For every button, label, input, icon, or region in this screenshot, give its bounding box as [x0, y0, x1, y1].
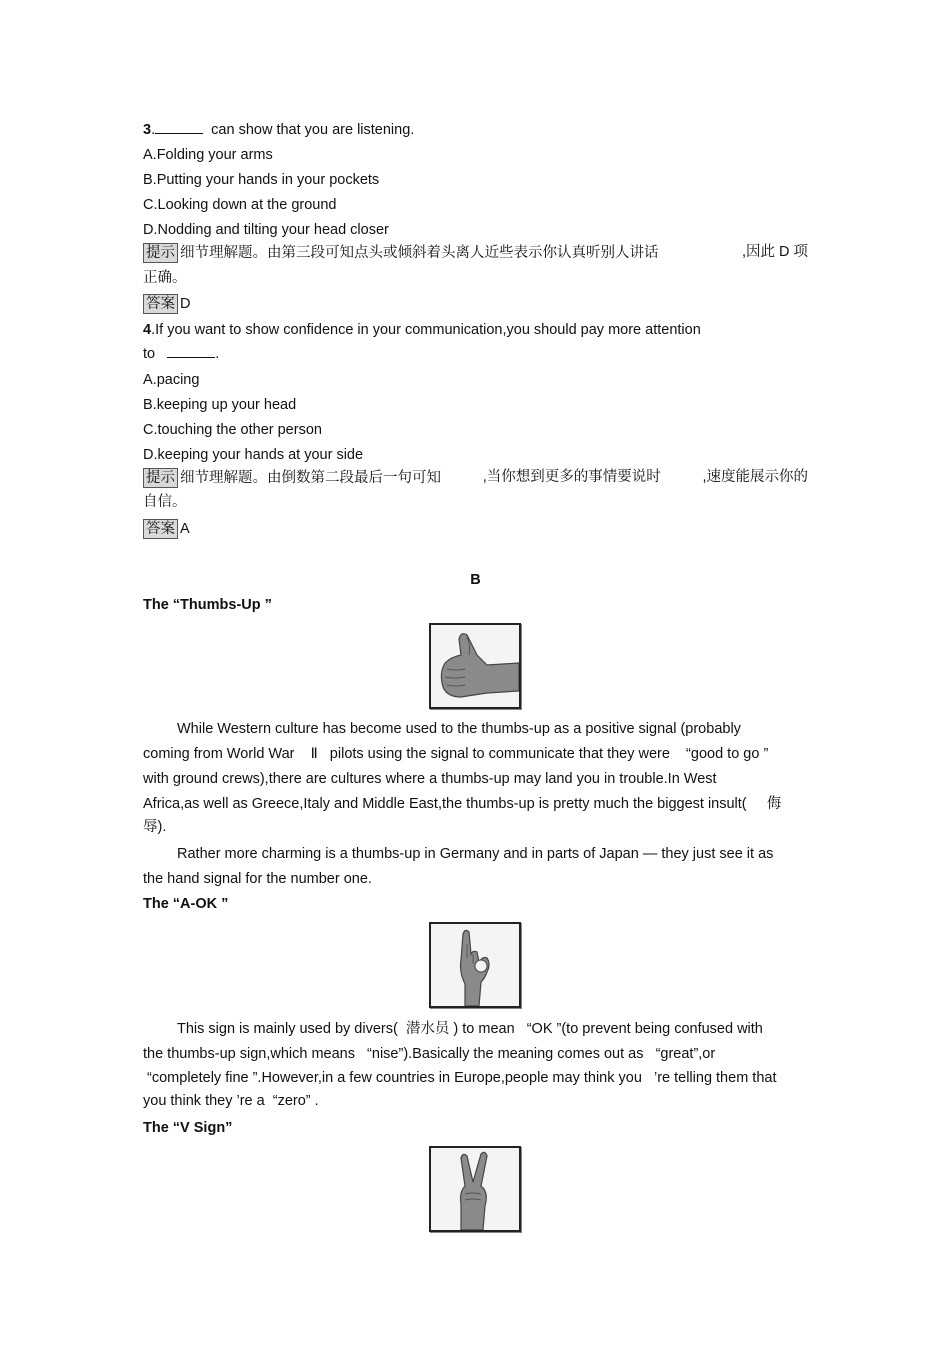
thumbs-up-paragraph-1: [143, 717, 808, 837]
thumbs-up-heading: The “Thumbs-Up ”: [143, 597, 272, 613]
a-ok-image: [429, 922, 521, 1008]
a-ok-line3: “completely fine ”.However,in a few countries in Europe,people may think you ’re telling them that: [143, 1070, 777, 1086]
q4-hint-text-3: ,速度能展示你的: [702, 469, 808, 485]
q3-hint: [143, 243, 808, 263]
q4-hint-line2: 自信。: [143, 494, 187, 510]
q3-hint-line2: 正确。: [143, 270, 187, 286]
thumbs-up-p1-line5: 辱).: [143, 819, 167, 835]
v-sign-image: [429, 1146, 521, 1232]
thumbs-up-paragraph-2: [143, 842, 808, 892]
thumbs-up-p1-line4: Africa,as well as Greece,Italy and Middle East,the thumbs-up is pretty much the biggest insult( 侮: [143, 796, 782, 812]
thumbs-up-p2-line1: Rather more charming is a thumbs-up in Germany and in parts of Japan — they just see it as: [177, 846, 774, 862]
q3-answer-label: 答案: [143, 294, 178, 314]
q4-option-c: C.touching the other person: [143, 422, 322, 438]
q4-blank: [167, 345, 215, 358]
q3-hint-text-2: ,因此 D 项: [741, 244, 808, 260]
q3-answer: [143, 294, 190, 314]
q3-answer-value: D: [180, 296, 191, 312]
thumbs-up-p1-line2: coming from World War Ⅱ pilots using the signal to communicate that they were “good to go ”: [143, 746, 769, 762]
q4-number: 4: [143, 322, 152, 338]
ok-hand-icon: [431, 924, 519, 1006]
thumbs-up-p2-line2: the hand signal for the number one.: [143, 871, 372, 887]
q4-option-b: B.keeping up your head: [143, 397, 297, 413]
q3-stem-text: can show that you are listening.: [211, 122, 415, 138]
q3-blank: [155, 121, 203, 134]
q3-number: 3: [143, 122, 152, 138]
v-sign-heading: The “V Sign”: [143, 1120, 233, 1136]
a-ok-paragraph: [143, 1017, 808, 1114]
q4-answer-value: A: [180, 521, 190, 537]
section-b-label: B: [470, 572, 481, 588]
a-ok-line2: the thumbs-up sign,which means “nise”).Basically the meaning comes out as “great”,or: [143, 1046, 716, 1062]
a-ok-heading: The “A-OK ”: [143, 896, 229, 912]
q4-answer-label: 答案: [143, 519, 178, 539]
q3-option-c: C.Looking down at the ground: [143, 197, 337, 213]
thumbs-up-icon: [431, 625, 519, 707]
q3-option-a: A.Folding your arms: [143, 147, 273, 163]
v-sign-hand-icon: [431, 1148, 519, 1230]
q4-stem-line2: to .: [143, 346, 220, 362]
thumbs-up-p1-line3: with ground crews),there are cultures where a thumbs-up may land you in trouble.In West: [143, 771, 717, 787]
q4-hint: [143, 468, 808, 488]
q4-stem-prefix: to: [143, 346, 156, 362]
q4-stem: [143, 321, 701, 339]
thumbs-up-p1-line1: While Western culture has become used to the thumbs-up as a positive signal (probably: [177, 721, 741, 737]
q3-option-d: D.Nodding and tilting your head closer: [143, 222, 389, 238]
a-ok-line4: you think they ’re a “zero” .: [143, 1093, 319, 1109]
q4-option-d: D.keeping your hands at your side: [143, 447, 364, 463]
q4-answer: [143, 519, 190, 539]
q3-option-b: B.Putting your hands in your pockets: [143, 172, 380, 188]
q4-hint-text-2: ,当你想到更多的事情要说时: [482, 469, 661, 485]
q3-hint-label: 提示: [143, 243, 178, 263]
q3-stem: 3. can show that you are listening.: [143, 122, 415, 138]
q3-hint-text: 细节理解题。由第三段可知点头或倾斜着头离人近些表示你认真听别人讲话: [180, 245, 659, 261]
q4-option-a: A.pacing: [143, 372, 200, 388]
q4-hint-text: 细节理解题。由倒数第二段最后一句可知: [180, 470, 441, 486]
q4-hint-label: 提示: [143, 468, 178, 488]
thumbs-up-image: [429, 623, 521, 709]
a-ok-line1: This sign is mainly used by divers( 潜水员 ) to mean “OK ”(to prevent being confused with: [177, 1021, 763, 1037]
q4-stem-text: .If you want to show confidence in your communication,you should pay more attention: [151, 322, 701, 338]
